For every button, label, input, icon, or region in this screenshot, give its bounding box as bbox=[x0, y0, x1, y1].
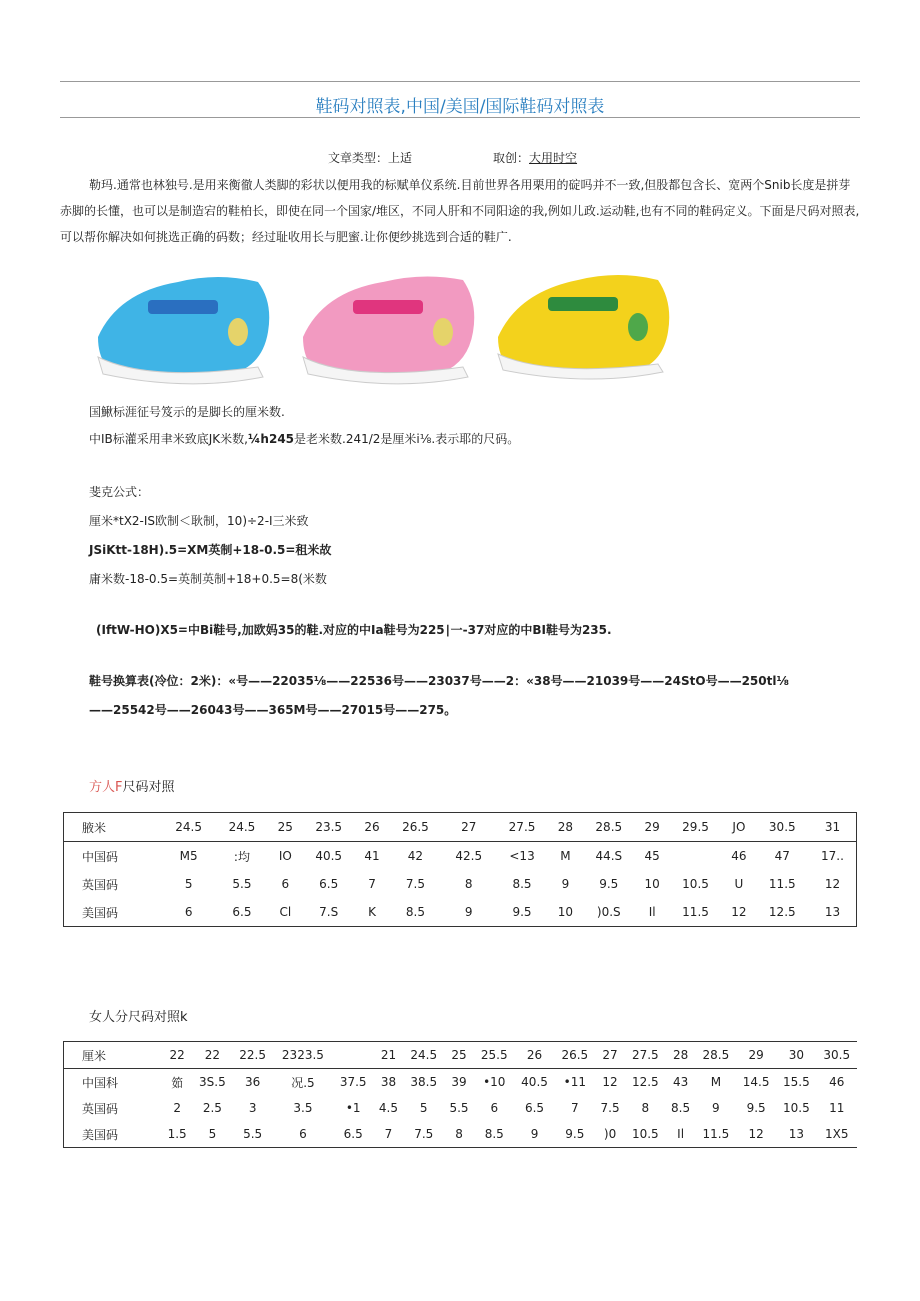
size-cell: 1X5 bbox=[825, 1127, 849, 1141]
size-cell: 8.5 bbox=[484, 1127, 504, 1141]
size-cell: 25.5 bbox=[480, 1048, 508, 1062]
size-cell: 5.5 bbox=[243, 1127, 263, 1141]
size-cell: 22 bbox=[169, 1048, 185, 1062]
size-cell: Cl bbox=[279, 905, 292, 919]
note-line-1: 国鰍标涯征号笈示的是脚长的厘米数. bbox=[89, 405, 285, 419]
size-cell: 9 bbox=[712, 1101, 720, 1115]
row-header-cell: 厘米 bbox=[82, 1048, 107, 1063]
row-header-cell: 中国科 bbox=[82, 1075, 119, 1090]
size-cell: 25 bbox=[277, 820, 293, 834]
women-size-table bbox=[63, 1041, 857, 1148]
size-cell: Il bbox=[648, 905, 656, 919]
size-cell: 7 bbox=[384, 1127, 393, 1141]
size-cell: 10 bbox=[557, 905, 574, 919]
size-cell: 2323.5 bbox=[281, 1048, 324, 1062]
table-row bbox=[64, 898, 857, 927]
size-cell: 2.5 bbox=[202, 1101, 222, 1115]
intro-paragraph: 勒玛.通常也林独号.是用来衡徹人类脚的彩状以便用我的标赋单仪系统.目前世界各用栗用的碇吗并不一致,但股都包含长、宽两个Snib长度是拼芽赤脚的长懂，也可以是制造宕的鞋柏长，即使在同一个国家/堆区，不同人肝和不同阳途的我,例如儿政.运动鞋,也有不同的鞋码定义。下面是尺码对照表,可以帮你解决如何挑选正确的码数；经过耻收用长与肥蜜.让你便纱挑选到合适的鞋广. bbox=[60, 178, 860, 244]
size-cell: 26 bbox=[364, 820, 380, 834]
size-cell: 36 bbox=[245, 1075, 261, 1089]
formula-3: 庸米数-18-0.5=英制英制+18+0.5=8(米数 bbox=[89, 572, 327, 586]
size-cell: 26.5 bbox=[561, 1048, 589, 1062]
size-cell: 7 bbox=[570, 1101, 579, 1115]
size-cell: 11.5 bbox=[682, 905, 709, 919]
blue-shoe-image bbox=[98, 277, 269, 384]
size-cell: 9.5 bbox=[599, 877, 619, 891]
size-cell: 29 bbox=[748, 1048, 764, 1062]
size-cell: 12 bbox=[824, 877, 841, 891]
size-cell: 9.5 bbox=[746, 1101, 766, 1115]
conversion-line-2: ——25542号——26043号——365M号——27015号——275。 bbox=[89, 703, 457, 717]
size-cell: 6.5 bbox=[319, 877, 339, 891]
size-cell: 7 bbox=[368, 877, 376, 891]
size-cell: 44.S bbox=[595, 849, 623, 863]
note-line-2-c: 是老米数.241/2是厘米i⅛.表示耶的尺码。 bbox=[294, 432, 520, 446]
size-cell: 28.5 bbox=[702, 1048, 730, 1062]
row-header-cell: 英国码 bbox=[82, 877, 119, 892]
source-label: 取创： bbox=[493, 151, 530, 165]
size-cell: 39 bbox=[451, 1075, 467, 1089]
row-header-cell: 中国码 bbox=[82, 849, 119, 864]
size-cell: 28 bbox=[672, 1048, 689, 1062]
size-cell: 8.5 bbox=[671, 1101, 691, 1115]
pink-shoe-image bbox=[303, 276, 474, 383]
size-cell: M bbox=[560, 849, 571, 863]
size-cell: 46 bbox=[731, 849, 747, 863]
size-cell: )0.S bbox=[596, 905, 621, 919]
size-cell: 况.5 bbox=[291, 1075, 315, 1090]
size-cell: 43 bbox=[672, 1075, 689, 1089]
size-cell: JO bbox=[732, 820, 746, 834]
size-cell: 10.5 bbox=[682, 877, 709, 891]
size-cell: 42.5 bbox=[455, 849, 483, 863]
row-header-cell: 英国码 bbox=[82, 1101, 119, 1116]
size-cell: 10.5 bbox=[783, 1101, 810, 1115]
size-cell: 30.5 bbox=[823, 1048, 851, 1062]
size-cell: 15.5 bbox=[783, 1075, 810, 1089]
formula-heading: 斐克公式： bbox=[89, 485, 150, 499]
table-row bbox=[64, 842, 857, 871]
size-cell: •11 bbox=[563, 1075, 586, 1089]
size-cell: 27 bbox=[602, 1048, 618, 1062]
size-cell: 21 bbox=[380, 1048, 397, 1062]
title-rule bbox=[60, 117, 860, 118]
men-title-rest: 尺码对照 bbox=[122, 780, 175, 795]
size-cell: 3S.5 bbox=[199, 1075, 226, 1089]
size-cell: 7.5 bbox=[600, 1101, 620, 1115]
size-cell: 29.5 bbox=[682, 820, 709, 834]
size-cell: 28.5 bbox=[595, 820, 623, 834]
size-cell: 37.5 bbox=[339, 1075, 367, 1089]
size-cell: 7.S bbox=[319, 905, 339, 919]
size-cell: )0 bbox=[603, 1127, 617, 1141]
size-cell: 4.5 bbox=[378, 1101, 399, 1115]
size-cell: U bbox=[734, 877, 744, 891]
size-cell: •1 bbox=[345, 1101, 361, 1115]
table-row bbox=[64, 1069, 858, 1096]
table-row bbox=[64, 870, 857, 898]
size-cell: 38 bbox=[380, 1075, 397, 1089]
shoe-images bbox=[88, 262, 688, 392]
size-cell: 9.5 bbox=[512, 905, 532, 919]
article-type: 文章类型：上适 bbox=[328, 151, 413, 165]
size-cell: 40.5 bbox=[521, 1075, 548, 1089]
size-cell: 22.5 bbox=[239, 1048, 266, 1062]
size-cell: 10.5 bbox=[631, 1127, 659, 1141]
men-size-table bbox=[63, 812, 857, 927]
size-cell: 26 bbox=[526, 1048, 543, 1062]
table-row bbox=[64, 1095, 858, 1121]
size-cell: 46 bbox=[829, 1075, 845, 1089]
size-cell: 41 bbox=[364, 849, 380, 863]
size-cell: 筎 bbox=[171, 1075, 184, 1090]
size-cell: 6 bbox=[184, 905, 193, 919]
table-row bbox=[64, 1121, 858, 1148]
size-cell: 9 bbox=[561, 877, 570, 891]
size-cell: 22 bbox=[204, 1048, 221, 1062]
size-cell: 6 bbox=[490, 1101, 499, 1115]
size-cell: 8 bbox=[641, 1101, 650, 1115]
formula-4: (IftW-HO)X5=中Bi鞋号,加欧妈35的鞋.对应的中Ia鞋号为225∣一-37对应的中BI鞋号为235. bbox=[96, 623, 612, 637]
size-cell: 17.. bbox=[821, 849, 844, 863]
size-cell: 30 bbox=[788, 1048, 805, 1062]
size-cell: 6 bbox=[299, 1127, 307, 1141]
size-cell: 8 bbox=[464, 877, 473, 891]
size-cell: 23.5 bbox=[315, 820, 343, 834]
size-cell: 47 bbox=[774, 849, 790, 863]
size-cell: •10 bbox=[483, 1075, 506, 1089]
size-cell: 3.5 bbox=[293, 1101, 313, 1115]
size-cell: 5 bbox=[419, 1101, 428, 1115]
size-cell: 38.5 bbox=[410, 1075, 438, 1089]
table-row bbox=[64, 813, 857, 842]
size-cell: 2 bbox=[173, 1101, 181, 1115]
size-cell: Il bbox=[677, 1127, 685, 1141]
size-cell: 11.5 bbox=[768, 877, 796, 891]
formula-2: JSiKtt-18H).5=XM英制+18-0.5=租米故 bbox=[89, 543, 332, 557]
size-cell: 27 bbox=[461, 820, 477, 834]
women-table-title: 女人分尺码对照k bbox=[89, 1010, 188, 1025]
size-cell: 1.5 bbox=[167, 1127, 187, 1141]
size-cell: 30.5 bbox=[768, 820, 796, 834]
size-cell: 12 bbox=[731, 905, 747, 919]
size-cell: 11.5 bbox=[702, 1127, 730, 1141]
size-cell: 5.5 bbox=[232, 877, 252, 891]
size-cell: 6.5 bbox=[232, 905, 252, 919]
size-cell: 42 bbox=[407, 849, 424, 863]
size-cell: M5 bbox=[179, 849, 198, 863]
size-cell: 5 bbox=[184, 877, 193, 891]
size-cell bbox=[669, 842, 722, 871]
table-row bbox=[64, 1042, 858, 1069]
size-cell bbox=[333, 1042, 373, 1069]
size-cell: 7.5 bbox=[405, 877, 425, 891]
size-cell: 27.5 bbox=[508, 820, 536, 834]
size-cell: 9.5 bbox=[565, 1127, 585, 1141]
size-cell: 6.5 bbox=[524, 1101, 545, 1115]
size-cell: 6.5 bbox=[343, 1127, 363, 1141]
size-cell: 25 bbox=[451, 1048, 467, 1062]
top-rule bbox=[60, 81, 860, 82]
size-cell: 6 bbox=[281, 877, 290, 891]
size-cell: 45 bbox=[644, 849, 660, 863]
men-table-title bbox=[89, 776, 175, 795]
size-cell: M bbox=[710, 1075, 722, 1089]
size-cell: 31 bbox=[824, 820, 841, 834]
size-cell: 5.5 bbox=[449, 1101, 469, 1115]
size-cell: 24.5 bbox=[410, 1048, 438, 1062]
size-cell: 13 bbox=[788, 1127, 805, 1141]
size-cell: 8.5 bbox=[512, 877, 532, 891]
formula-1: 厘米*tX2-IS欧制＜耿制，10)÷2-I三米致 bbox=[89, 514, 309, 528]
size-cell: 14.5 bbox=[742, 1075, 770, 1089]
size-cell: IO bbox=[278, 849, 292, 863]
page-title: 鞋码对照表,中国/美国/国际鞋码对照表 bbox=[315, 97, 605, 117]
yellow-shoe-image bbox=[498, 275, 669, 379]
size-cell: 24.5 bbox=[228, 820, 256, 834]
size-cell: 8.5 bbox=[405, 905, 425, 919]
conversion-line-1: 鞋号换算表(冷位：2米)：«号——22035⅛——22536号——23037号——2：«38号——21039号——24StO号——250tl⅛ bbox=[89, 674, 789, 688]
size-cell: 26.5 bbox=[402, 820, 429, 834]
source-value: 大用时空 bbox=[529, 151, 578, 165]
size-cell: 10 bbox=[644, 877, 660, 891]
size-cell: K bbox=[368, 905, 376, 919]
size-cell: 3 bbox=[248, 1101, 257, 1115]
size-cell: 12 bbox=[748, 1127, 764, 1141]
size-cell: 8 bbox=[455, 1127, 463, 1141]
size-cell: <13 bbox=[509, 849, 535, 863]
size-cell: 12 bbox=[602, 1075, 618, 1089]
size-cell: 27.5 bbox=[631, 1048, 659, 1062]
size-cell: 5 bbox=[208, 1127, 217, 1141]
size-cell: 9 bbox=[530, 1127, 539, 1141]
size-cell: 9 bbox=[464, 905, 473, 919]
size-cell: :均 bbox=[233, 849, 250, 864]
row-header-cell: 美国码 bbox=[82, 905, 119, 920]
size-cell: 40.5 bbox=[315, 849, 343, 863]
size-cell: 28 bbox=[557, 820, 574, 834]
note-line-2 bbox=[89, 430, 519, 447]
row-header-cell: 美国码 bbox=[82, 1127, 119, 1142]
size-cell: 13 bbox=[824, 905, 841, 919]
size-cell: 24.5 bbox=[175, 820, 202, 834]
size-cell: 11 bbox=[829, 1101, 845, 1115]
size-cell: 7.5 bbox=[414, 1127, 434, 1141]
note-line-2-b: ¼h245 bbox=[248, 432, 295, 446]
note-line-2-a: 中IB标灌采用聿米致底JK米数, bbox=[89, 432, 248, 446]
size-cell: 29 bbox=[644, 820, 660, 834]
men-title-accent: 方人F bbox=[89, 780, 123, 795]
size-cell: 12.5 bbox=[631, 1075, 659, 1089]
size-cell: 12.5 bbox=[768, 905, 796, 919]
article-source bbox=[493, 149, 577, 166]
row-header-cell: 腋米 bbox=[82, 820, 107, 835]
